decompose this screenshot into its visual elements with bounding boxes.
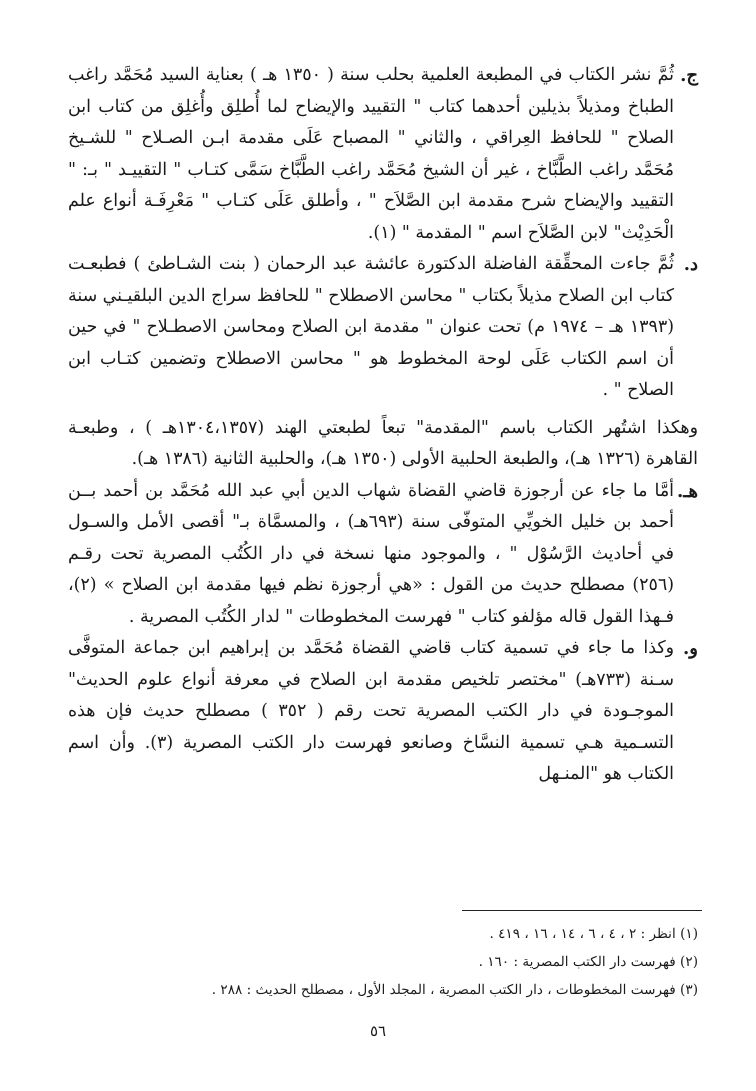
footnote-3: (٣) فهرست المخطوطات ، دار الكتب المصرية ، المجلد الأول ، مصطلح الحديث : ٢٨٨ .	[211, 982, 698, 998]
paragraph-waw	[68, 633, 698, 791]
item-marker: ج.	[680, 65, 698, 86]
item-marker: د.	[683, 254, 698, 275]
footnote-2: (٢) فهرست دار الكتب المصرية : ١٦٠ .	[478, 954, 698, 970]
paragraph-text: وكذا ما جاء في تسمية كتاب قاضي القضاة مُحَمَّد بن إبراهيم ابن جماعة المتوفَّى سـنة (٧٣٣هـ) "مختصر تلخيص مقدمة ابن الصلاح في معرفة أنواع علوم الحديث" الموجـودة في دار الكتب المصرية تحت رقم ( ٣٥٢ ) مصطلح حديث فإن هذه التسـمية هـي تسمية النسَّاخ وصانعو فهرست دار الكتب المصرية (٣). وأن اسم الكتاب هو "المنـهل	[68, 638, 675, 784]
paragraph-continuation	[68, 413, 698, 476]
footnotes	[68, 920, 698, 1004]
footnote-1: (١) انظر : ٢ ، ٤ ، ٦ ، ١٤ ، ١٦ ، ٤١٩ .	[489, 926, 698, 942]
paragraph-text: ثُمَّ جاءت المحقِّقة الفاضلة الدكتورة عائشة عبد الرحمان ( بنت الشـاطئ ) فطبعـت كتاب ابن الصلاح مذيلاً بكتاب " محاسن الاصطلاح " للحافظ سراج الدين البلقيـني سنة (١٣٩٣ هـ – ١٩٧٤ م) تحت عنوان " مقدمة ابن الصلاح ومحاسن الاصطـلاح " في حين أن اسم الكتاب عَلَى لوحة المخطوط هو " محاسن الاصطلاح وتضمين كتـاب ابن الصلاح " .	[68, 254, 675, 400]
paragraph-text: ثُمَّ نشر الكتاب في المطبعة العلمية بحلب سنة ( ١٣٥٠ هـ ) بعناية السيد مُحَمَّد راغب الطباخ ومذيلاً بذيلين أحدهما كتاب " التقييد والإيضاح لما أُطلِق وأُغلِق من كتاب ابن الصلاح " للحافظ العِراقي ، والثاني " المصباح عَلَى مقدمة ابـن الصـلاح " للشـيخ مُحَمَّد راغب الطَّبَّاخ ، غير أن الشيخ مُحَمَّد راغب الطَّبَّاخ سَمَّى كتـاب " التقييـد " بـ: " التقييد والإيضاح شرح مقدمة ابن الصَّلاَح " ، وأطلق عَلَى كتـاب " مَعْرِفَـة أنواع علم الْحَدِيْث" لابن الصَّلاَح اسم " المقدمة " (١).	[68, 65, 674, 243]
item-marker: و.	[683, 638, 698, 659]
paragraph-dal	[68, 249, 698, 407]
footnote-separator	[462, 910, 702, 911]
item-marker: هـ.	[676, 480, 698, 502]
main-text	[68, 60, 698, 791]
paragraph-ha	[68, 476, 698, 634]
paragraph-jim	[68, 60, 698, 249]
paragraph-text: أمَّا ما جاء عن أرجوزة قاضي القضاة شهاب الدين أبي عبد الله مُحَمَّد بن أحمد بــن أحمد بن خليل الخويِّي المتوفّى سنة (٦٩٣هـ) ، والمسمَّاة بـ" أقصى الأمل والسـول في أحاديث الرَّسُوْل " ، والموجود منها نسخة في دار الكُتُب المصرية تحت رقـم (٢٥٦) مصطلح حديث من القول : «هي أرجوزة نظم فيها مقدمة ابن الصلاح » (٢)، فـهذا القول قاله مؤلفو كتاب " فهرست المخطوطات " لدار الكُتُب المصرية .	[68, 480, 674, 627]
page-number: ٥٦	[369, 1022, 387, 1040]
paragraph-text: وهكذا اشتُهر الكتاب باسم "المقدمة" تبعاً لطبعتي الهند (١٣٠٤،١٣٥٧هـ ) ، وطبعـة القاهرة (١٣٢٦ هـ)، والطبعة الحلبية الأولى (١٣٥٠ هـ)، والحلبية الثانية (١٣٨٦ هـ).	[68, 417, 698, 469]
